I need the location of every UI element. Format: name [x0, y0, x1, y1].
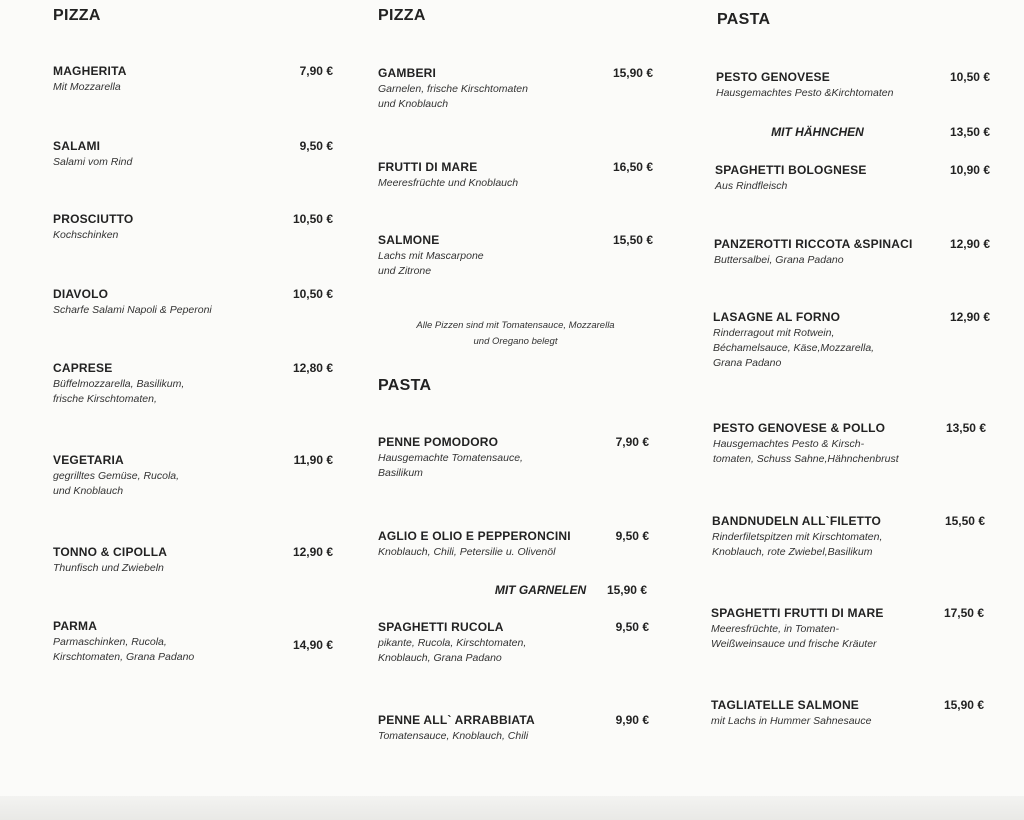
menu-item: [378, 435, 653, 481]
item-desc: Meeresfrüchte, in Tomaten- Weißweinsauce und frische Kräuter: [711, 623, 877, 650]
item-price: 7,90 €: [615, 435, 649, 449]
item-name: PESTO GENOVESE & POLLO: [713, 421, 886, 435]
menu-item: [711, 698, 990, 729]
menu-item: [53, 545, 333, 576]
menu-item: [713, 310, 990, 371]
item-name: AGLIO E OLIO E PEPPERONCINI: [378, 529, 571, 543]
item-price: 17,50 €: [943, 606, 984, 620]
item-desc: Tomatensauce, Knoblauch, Chili: [378, 730, 529, 742]
item-name: SPAGHETTI BOLOGNESE: [715, 163, 867, 177]
item-name: SALMONE: [378, 233, 440, 247]
item-desc: Rinderragout mit Rotwein, Béchamelsauce, Käse,Mozzarella, Grana Padano: [713, 327, 875, 369]
item-desc: Hausgemachtes Pesto &Kirchtomaten: [716, 87, 894, 99]
item-price: 9,50 €: [299, 139, 333, 153]
page-bottom-edge: [0, 796, 1024, 820]
item-desc: Hausgemachtes Pesto & Kirsch- tomaten, Schuss Sahne,Hähnchenbrust: [713, 438, 899, 465]
menu-item: [711, 606, 990, 652]
section-title-pizza: PIZZA: [378, 7, 426, 24]
item-name: DIAVOLO: [53, 287, 109, 301]
item-name: PENNE ALL` ARRABBIATA: [378, 713, 535, 727]
pizza-note: Alle Pizzen sind mit Tomatensauce, Mozzarella und Oregano belegt: [416, 320, 615, 347]
menu-item: [53, 453, 333, 499]
item-desc: Rinderfiletspitzen mit Kirschtomaten, Knoblauch, rote Zwiebel,Basilikum: [712, 531, 883, 558]
item-desc: Meeresfrüchte und Knoblauch: [378, 177, 519, 189]
sub-item-name: MIT GARNELEN: [494, 583, 587, 597]
item-price: 12,90 €: [949, 310, 990, 324]
item-name: FRUTTI DI MARE: [378, 160, 478, 174]
item-desc: Garnelen, frische Kirschtomaten und Knoblauch: [378, 83, 528, 110]
item-name: TONNO & CIPOLLA: [53, 545, 168, 559]
section-title-pizza: PIZZA: [53, 7, 101, 24]
item-price: 13,50 €: [945, 421, 986, 435]
item-price: 9,50 €: [615, 620, 649, 634]
section-title-pasta: PASTA: [378, 377, 432, 394]
item-desc: Aus Rindfleisch: [715, 180, 788, 192]
item-desc: Kochschinken: [53, 229, 119, 241]
item-name: CAPRESE: [53, 361, 113, 375]
item-name: PANZEROTTI RICCOTA &SPINACI: [714, 237, 913, 251]
item-desc: Knoblauch, Chili, Petersilie u. Olivenöl: [378, 546, 556, 558]
sub-item-mit-haehnchen: [750, 125, 990, 139]
menu-item: [712, 514, 990, 560]
menu-item: [378, 529, 653, 560]
item-price: 12,80 €: [292, 361, 333, 375]
item-price: 10,50 €: [292, 287, 333, 301]
item-price: 15,90 €: [943, 698, 984, 712]
item-price: 16,50 €: [612, 160, 653, 174]
item-price: 15,90 €: [606, 583, 647, 597]
item-desc: Salami vom Rind: [53, 156, 133, 168]
item-desc: Hausgemachte Tomatensauce, Basilikum: [378, 452, 523, 479]
item-desc: gegrilltes Gemüse, Rucola, und Knoblauch: [53, 470, 180, 497]
menu-item: [53, 361, 333, 407]
item-name: PROSCIUTTO: [53, 212, 134, 226]
menu-item: [53, 64, 333, 95]
item-desc: Buttersalbei, Grana Padano: [714, 254, 844, 266]
menu-item: [715, 163, 990, 194]
item-desc: Scharfe Salami Napoli & Peperoni: [53, 304, 212, 316]
item-name: BANDNUDELN ALL`FILETTO: [712, 514, 882, 528]
item-name: PESTO GENOVESE: [716, 70, 830, 84]
item-name: SALAMI: [53, 139, 101, 153]
item-name: GAMBERI: [378, 66, 437, 80]
menu-item: [716, 70, 990, 101]
item-price: 10,50 €: [949, 70, 990, 84]
menu-item: [53, 287, 333, 318]
item-price: 15,50 €: [612, 233, 653, 247]
item-desc: Mit Mozzarella: [53, 81, 121, 93]
item-name: PENNE POMODORO: [378, 435, 499, 449]
item-name: TAGLIATELLE SALMONE: [711, 698, 860, 712]
item-name: SPAGHETTI FRUTTI DI MARE: [711, 606, 884, 620]
item-name: VEGETARIA: [53, 453, 124, 467]
item-price: 13,50 €: [949, 125, 990, 139]
item-name: PARMA: [53, 619, 98, 633]
item-price: 15,90 €: [612, 66, 653, 80]
menu-item: [714, 237, 990, 268]
item-price: 12,90 €: [292, 545, 333, 559]
menu-item: [378, 713, 653, 744]
item-price: 9,50 €: [615, 529, 649, 543]
item-desc: Lachs mit Mascarpone und Zitrone: [378, 250, 484, 277]
item-price: 14,90 €: [292, 638, 333, 652]
item-desc: Parmaschinken, Rucola, Kirschtomaten, Grana Padano: [53, 636, 195, 663]
item-desc: pikante, Rucola, Kirschtomaten, Knoblauch, Grana Padano: [378, 637, 527, 664]
item-name: LASAGNE AL FORNO: [713, 310, 841, 324]
item-desc: Büffelmozzarella, Basilikum, frische Kirschtomaten,: [53, 378, 185, 405]
item-price: 12,90 €: [949, 237, 990, 251]
menu-item: [53, 212, 333, 243]
item-price: 15,50 €: [944, 514, 985, 528]
item-price: 10,90 €: [949, 163, 990, 177]
menu-item: [378, 233, 653, 279]
item-price: 10,50 €: [292, 212, 333, 226]
sub-item-name: MIT HÄHNCHEN: [771, 125, 864, 139]
item-name: SPAGHETTI RUCOLA: [378, 620, 504, 634]
section-title-pasta: PASTA: [717, 11, 771, 28]
item-price: 9,90 €: [615, 713, 649, 727]
menu-item: [53, 139, 333, 170]
item-desc: Thunfisch und Zwiebeln: [53, 562, 164, 574]
menu-item: [378, 620, 653, 666]
menu-item: [713, 421, 990, 467]
item-desc: mit Lachs in Hummer Sahnesauce: [711, 715, 872, 727]
item-price: 11,90 €: [293, 453, 333, 467]
item-name: MAGHERITA: [53, 64, 127, 78]
menu-item: [53, 619, 333, 665]
menu-item: [378, 66, 653, 112]
menu-item: [378, 160, 653, 191]
item-price: 7,90 €: [299, 64, 333, 78]
sub-item-mit-garnelen: [428, 583, 653, 597]
